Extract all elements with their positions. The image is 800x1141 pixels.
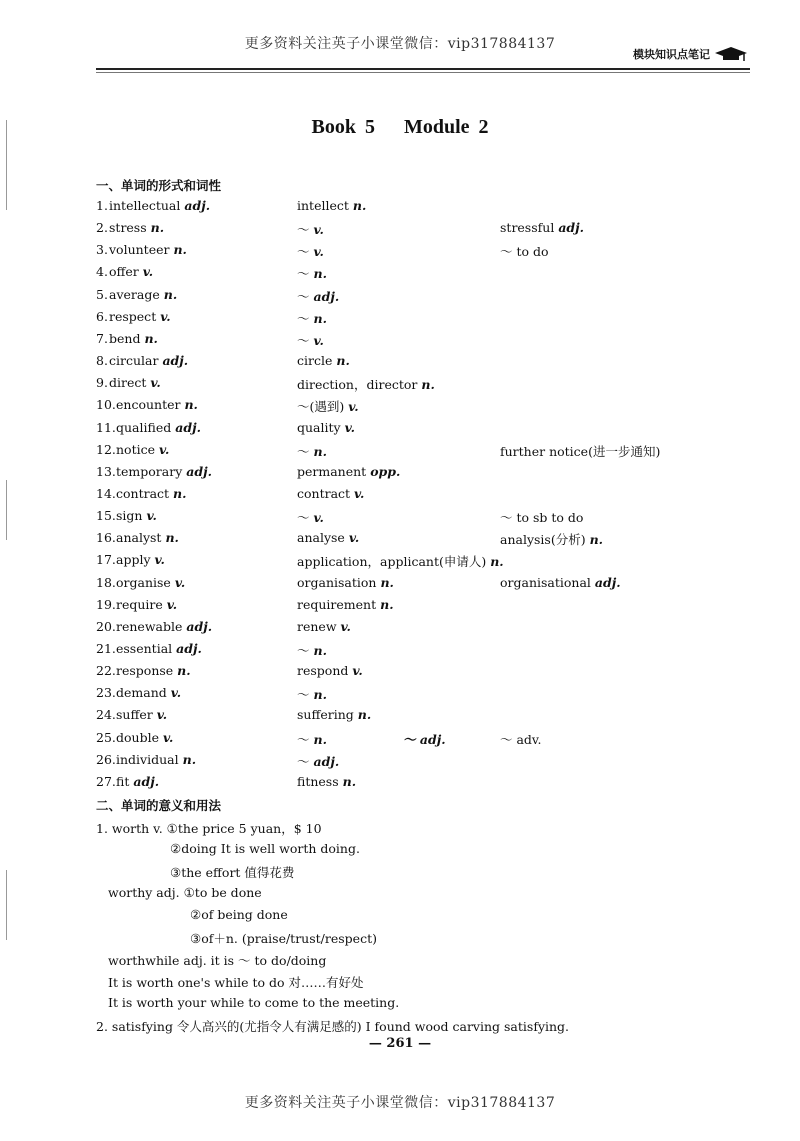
vocab-derived [297, 685, 327, 703]
vocab-derived [297, 331, 324, 349]
vocab-derived-text: respond [297, 663, 349, 679]
vocab-derived-pos: v. [354, 485, 365, 501]
vocab-derived-text: renew [297, 618, 337, 634]
vocab-related-text: ～ to do [500, 244, 549, 260]
vocab-derived-text: quality [297, 419, 341, 435]
usage-line: ②of being done [190, 907, 288, 922]
vocab-word [116, 420, 201, 435]
vocab-related-text: analysis(分析) [500, 532, 586, 548]
vocab-row [0, 375, 800, 395]
vocab-row [0, 663, 800, 683]
vocab-word-text: individual [116, 751, 179, 767]
watermark-top: 更多资料关注英子小课堂微信：vip317884137 [244, 36, 556, 52]
vocab-row [0, 508, 800, 528]
vocab-row [0, 464, 800, 484]
vocab-word [116, 641, 202, 656]
usage-line: ③of＋n. (praise/trust/respect) [190, 931, 377, 946]
vocab-word [116, 752, 196, 767]
vocab-word-text: offer [109, 264, 139, 280]
vocab-number: 18. [96, 574, 116, 590]
vocab-number: 1. [96, 198, 108, 213]
header-badge [633, 46, 748, 62]
vocab-word [116, 575, 185, 590]
vocab-derived-text: requirement [297, 596, 377, 612]
vocab-word-pos: v. [146, 508, 157, 524]
vocab-row [0, 619, 800, 639]
vocab-word-pos: adj. [186, 618, 213, 634]
vocab-related [500, 530, 603, 548]
vocab-derived-pos: n. [490, 554, 504, 570]
vocab-word [116, 707, 167, 722]
vocab-derived-text: intellect [297, 198, 349, 213]
vocab-row [0, 707, 800, 727]
vocab-number: 15. [96, 508, 116, 524]
usage-line: 1. worth v. ①the price 5 yuan，$ 10 [96, 821, 322, 836]
section-heading-meaning-usage: 二、单词的意义和用法 [96, 798, 222, 813]
vocab-word-text: renewable [116, 618, 183, 634]
vocab-number: 8. [96, 353, 108, 369]
vocab-related [500, 730, 541, 748]
usage-line: It is worth one's while to do 对……有好处 [108, 975, 364, 990]
vocab-derived-pos: opp. [370, 463, 401, 479]
vocab-derived-text: ～ [297, 310, 310, 326]
vocab-derived [297, 575, 394, 590]
vocab-word-text: fit [116, 773, 130, 789]
vocab-derived [297, 707, 371, 722]
section-heading-word-forms: 一、单词的形式和词性 [96, 178, 222, 193]
vocab-derived-text: ～ [297, 687, 310, 703]
vocab-derived-pos: n. [336, 353, 350, 369]
vocab-derived-pos: n. [342, 773, 357, 789]
vocab-derived [297, 774, 356, 789]
vocab-derived-text: fitness [297, 773, 339, 789]
vocab-derived-pos: v. [313, 332, 324, 348]
vocab-row [0, 242, 800, 262]
vocab-related [500, 242, 549, 260]
graduation-cap-icon [714, 46, 748, 62]
vocab-derived-text: ～ [297, 753, 310, 769]
vocab-number: 4. [96, 264, 108, 280]
vocab-word [109, 353, 188, 368]
vocab-word-pos: n. [182, 751, 197, 767]
vocab-word [116, 774, 159, 789]
vocab-derived-text: ～ [297, 510, 310, 526]
vocab-word-text: organise [116, 574, 171, 590]
vocab-word-text: respect [109, 308, 157, 324]
vocab-word [109, 287, 177, 302]
vocab-word-pos: n. [184, 397, 198, 413]
vocab-derived-text: ～ [297, 266, 310, 282]
vocab-number: 14. [96, 485, 116, 501]
vocab-derived-pos: v. [340, 618, 351, 634]
vocab-word-text: suffer [116, 707, 153, 723]
vocab-related-pos: n. [589, 532, 604, 548]
vocab-word-text: volunteer [109, 242, 170, 258]
vocab-word [109, 198, 210, 213]
usage-line: worthy adj. ①to be done [108, 885, 262, 900]
vocab-number: 21. [96, 641, 116, 656]
vocab-derived-extra-text: ～ adj. [403, 731, 446, 747]
vocab-number: 27. [96, 773, 116, 789]
vocab-word [116, 530, 179, 545]
vocab-number: 26. [96, 751, 116, 767]
vocab-derived-text: ～ [297, 288, 310, 304]
vocab-word-pos: adj. [133, 773, 160, 789]
vocab-derived [297, 530, 359, 545]
vocab-word-pos: n. [144, 330, 158, 346]
vocab-derived-text: contract [297, 485, 351, 501]
header-rule [96, 68, 750, 70]
vocab-derived-text: organisation [297, 574, 377, 590]
vocab-derived [297, 552, 504, 570]
vocab-derived-text: ～ [297, 332, 310, 348]
header-rule-thin [96, 72, 750, 73]
vocab-word [116, 663, 191, 678]
vocab-number: 2. [96, 220, 108, 236]
vocab-derived-pos: n. [313, 643, 327, 658]
vocab-derived-pos: v. [313, 510, 324, 526]
vocab-word-pos: adj. [184, 198, 211, 213]
vocab-row [0, 309, 800, 329]
vocab-derived-pos: v. [348, 530, 360, 546]
vocab-word [109, 375, 161, 390]
vocab-derived-text: suffering [297, 707, 354, 723]
vocab-derived [297, 486, 364, 501]
vocab-row [0, 331, 800, 351]
vocab-derived-pos: v. [344, 419, 355, 435]
page-title [0, 116, 800, 139]
vocab-word-pos: n. [173, 485, 187, 501]
vocab-word-pos: v. [142, 264, 154, 280]
vocab-derived-pos: n. [313, 443, 327, 459]
vocab-word-text: sign [116, 508, 143, 524]
vocab-number: 3. [96, 242, 108, 258]
vocab-word-text: qualified [116, 419, 172, 435]
vocab-word-pos: adj. [162, 353, 189, 369]
scan-margin-mark [6, 870, 7, 940]
vocab-row [0, 597, 800, 617]
vocab-row [0, 530, 800, 550]
vocab-derived [297, 619, 351, 634]
vocab-derived-pos: adj. [313, 288, 340, 304]
vocab-row [0, 442, 800, 462]
vocab-word [116, 552, 165, 567]
vocab-word-pos: n. [177, 663, 191, 679]
vocab-word [109, 309, 171, 324]
vocab-word-text: temporary [116, 463, 183, 479]
vocab-derived [297, 309, 327, 327]
vocab-derived-extra [403, 730, 446, 748]
vocab-word-text: require [116, 596, 163, 612]
vocab-row [0, 420, 800, 440]
vocab-derived-text: circle [297, 353, 333, 369]
vocab-word-text: circular [109, 353, 159, 369]
vocab-derived-text: ～ [297, 244, 310, 260]
vocab-derived-pos: n. [380, 596, 394, 612]
vocab-row [0, 486, 800, 506]
vocab-word-text: bend [109, 330, 141, 346]
vocab-number: 25. [96, 729, 116, 745]
vocab-related-text: ～ adv. [500, 731, 542, 747]
vocab-number: 22. [96, 663, 116, 679]
vocab-derived-pos: n. [357, 707, 372, 723]
vocab-word-pos: v. [174, 574, 186, 590]
vocab-number: 5. [96, 286, 108, 302]
vocab-derived-pos: n. [421, 377, 435, 393]
vocab-word-text: response [116, 663, 174, 679]
vocab-derived-pos: n. [380, 574, 394, 590]
vocab-word-pos: n. [163, 286, 178, 302]
vocab-word [116, 619, 212, 634]
vocab-number: 16. [96, 530, 116, 546]
vocab-derived [297, 464, 400, 479]
vocab-related-pos: adj. [594, 574, 621, 590]
vocab-row [0, 397, 800, 417]
vocab-derived [297, 264, 327, 282]
vocab-word-pos: v. [156, 707, 168, 723]
title-book: Book 5 [311, 116, 375, 138]
vocab-word-pos: n. [150, 220, 165, 236]
vocab-word-pos: v. [170, 685, 182, 701]
vocab-word-pos: v. [158, 441, 170, 457]
vocab-row [0, 287, 800, 307]
vocab-number: 17. [96, 552, 116, 568]
vocab-derived [297, 752, 339, 770]
vocab-derived [297, 220, 324, 238]
vocab-related [500, 575, 621, 590]
usage-line: ③the effort 值得花费 [170, 865, 295, 880]
vocab-derived [297, 242, 324, 260]
vocab-number: 19. [96, 596, 116, 612]
vocab-derived-pos: v. [313, 222, 324, 238]
vocab-derived-text: ～ [297, 643, 310, 658]
vocab-number: 24. [96, 707, 116, 723]
vocab-derived-text: analyse [297, 530, 345, 546]
vocab-word [116, 464, 212, 479]
vocab-derived-text: application，applicant(申请人) [297, 554, 487, 570]
title-module: Module 2 [403, 116, 489, 138]
vocab-derived-pos: n. [313, 310, 327, 326]
vocab-number: 13. [96, 463, 116, 479]
vocab-word [116, 508, 157, 523]
vocab-number: 9. [96, 375, 108, 391]
vocab-row [0, 641, 800, 661]
header-badge-label: 模块知识点笔记 [633, 48, 710, 61]
vocab-row [0, 575, 800, 595]
vocab-row [0, 264, 800, 284]
usage-line: ②doing It is well worth doing. [170, 841, 360, 856]
vocab-word-pos: v. [160, 308, 171, 324]
vocab-derived-pos: v. [348, 399, 359, 415]
vocab-derived-pos: v. [352, 663, 363, 679]
vocab-derived [297, 375, 435, 393]
vocab-word [116, 685, 181, 700]
vocab-word-text: double [116, 729, 159, 745]
vocab-word-pos: n. [173, 242, 187, 258]
vocab-number: 6. [96, 308, 108, 324]
vocab-word [116, 442, 169, 457]
vocab-derived [297, 353, 350, 368]
vocab-derived [297, 420, 355, 435]
vocab-derived [297, 730, 327, 748]
vocab-derived-pos: adj. [313, 753, 340, 769]
vocab-word-text: contract [116, 485, 170, 501]
vocab-number: 7. [96, 330, 108, 346]
usage-line: 2. satisfying 令人高兴的(尤指令人有满足感的) I found wood carving satisfying. [96, 1019, 570, 1034]
vocab-word-text: average [109, 286, 160, 302]
vocab-word [109, 331, 158, 346]
vocab-related-text: further notice(进一步通知) [500, 443, 661, 459]
page-number: — 261 — [368, 1036, 432, 1051]
vocab-related-text: ～ to sb to do [500, 510, 584, 526]
vocab-row [0, 552, 800, 572]
vocab-row [0, 685, 800, 705]
vocab-number: 20. [96, 618, 116, 634]
usage-line: worthwhile adj. it is ～ to do/doing [108, 953, 327, 968]
vocab-word-pos: adj. [176, 641, 202, 656]
vocab-derived [297, 287, 339, 305]
vocab-number: 10. [96, 397, 116, 413]
vocab-word-text: encounter [116, 397, 181, 413]
vocab-word-pos: v. [166, 596, 178, 612]
vocab-related [500, 442, 660, 460]
vocab-related-text: stressful [500, 220, 555, 236]
vocab-derived-pos: n. [352, 198, 367, 213]
vocab-word-pos: adj. [175, 419, 201, 435]
vocab-derived-pos: n. [313, 687, 327, 703]
vocab-word [116, 486, 187, 501]
vocab-number: 11. [96, 419, 116, 435]
vocab-derived-text: ～ [297, 222, 310, 238]
vocab-derived [297, 198, 366, 213]
vocab-word [109, 220, 164, 235]
vocab-word [116, 597, 177, 612]
vocab-derived [297, 442, 327, 460]
vocab-row [0, 220, 800, 240]
vocab-related-pos: adj. [558, 220, 585, 236]
vocab-related [500, 220, 584, 235]
vocab-row [0, 353, 800, 373]
vocab-word-text: essential [116, 641, 173, 656]
vocab-derived [297, 663, 363, 678]
vocab-word-pos: n. [165, 530, 179, 546]
vocab-row [0, 752, 800, 772]
vocab-number: 23. [96, 685, 116, 701]
vocab-word-pos: v. [150, 375, 161, 391]
vocab-row [0, 730, 800, 750]
vocab-derived-pos: n. [313, 731, 327, 747]
usage-line: It is worth your while to come to the meeting. [108, 995, 400, 1010]
vocab-derived-text: direction，director [297, 377, 418, 393]
vocab-derived [297, 641, 327, 659]
vocab-word [109, 264, 153, 279]
vocab-row [0, 198, 800, 218]
vocab-derived-text: permanent [297, 463, 367, 479]
vocab-derived-text: ～ [297, 443, 310, 459]
vocab-derived-pos: v. [313, 244, 324, 260]
vocab-derived [297, 508, 324, 526]
vocab-word-text: notice [116, 441, 155, 457]
vocab-word-pos: v. [162, 729, 174, 745]
vocab-derived-text: ～(遇到) [297, 399, 345, 415]
vocab-derived-pos: n. [313, 266, 327, 282]
vocab-derived-text: ～ [297, 731, 310, 747]
watermark-bottom: 更多资料关注英子小课堂微信：vip317884137 [244, 1095, 556, 1111]
vocab-word-pos: adj. [186, 463, 212, 479]
vocab-related-text: organisational [500, 574, 591, 590]
vocab-derived [297, 597, 394, 612]
vocab-word-text: analyst [116, 530, 162, 546]
vocab-word-pos: v. [154, 552, 165, 568]
vocab-derived [297, 397, 359, 415]
vocab-word-text: stress [109, 220, 147, 236]
vocab-word [109, 242, 187, 257]
vocab-word-text: intellectual [109, 198, 181, 213]
vocab-word-text: direct [109, 375, 147, 391]
vocab-word [116, 397, 198, 412]
vocab-related [500, 508, 583, 526]
vocab-row [0, 774, 800, 794]
vocab-word-text: demand [116, 685, 167, 701]
vocab-number: 12. [96, 441, 116, 457]
vocab-word-text: apply [116, 552, 151, 568]
vocab-word [116, 730, 173, 745]
